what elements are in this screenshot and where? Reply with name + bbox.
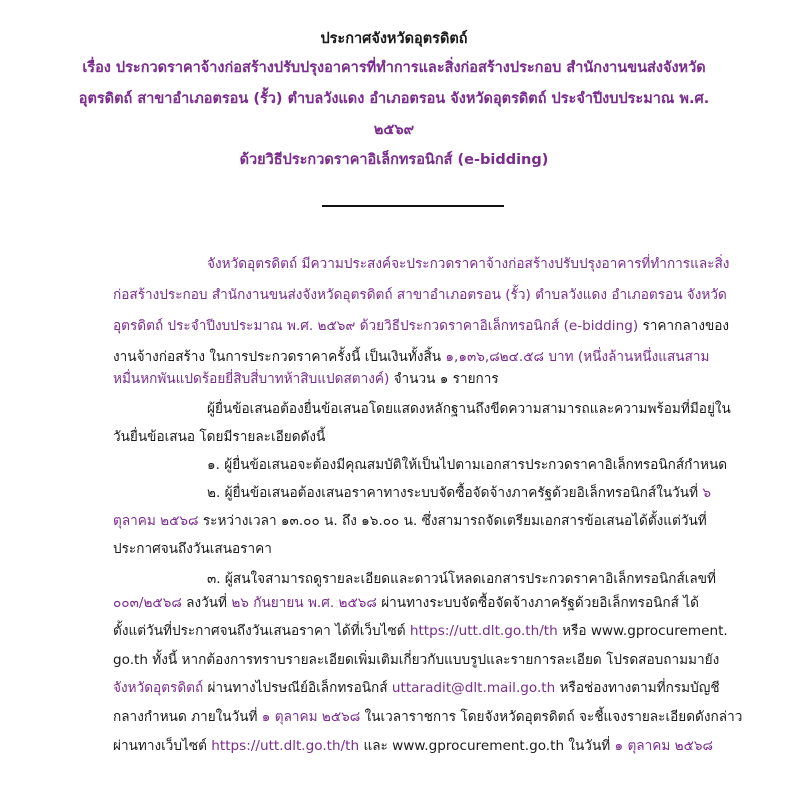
- list-item-3-line-3: ตั้งแต่วันที่ประกาศจนถึงวันเสนอราคา ได้ที่เว็บไซต์ https://utt.dlt.go.th/th หรือ www.gprocurement.: [113, 623, 728, 639]
- list-item-3-line-7: ผ่านทางเว็บไซต์ https://utt.dlt.go.th/th และ www.gprocurement.go.th ในวันที่ ๑ ตุลาคม ๒๕๖๘: [113, 738, 713, 754]
- paragraph-2-line-2: วันยื่นข้อเสนอ โดยมีรายละเอียดดังนี้: [113, 429, 326, 445]
- list-item-3-line-6: กลางกำหนด ภายในวันที่ ๑ ตุลาคม ๒๕๖๘ ในเวลาราชการ โดยจังหวัดอุตรดิตถ์ จะชี้แจงรายละเอียดดังกล่าว: [113, 709, 743, 725]
- paragraph-1-line-4: งานจ้างก่อสร้าง ในการประกวดราคาครั้งนี้ เป็นเงินทั้งสิ้น ๑,๑๓๖,๘๒๔.๕๘ บาท (หนึ่งล้านหนึ่งแสนสาม: [113, 349, 710, 365]
- paragraph-1-line-1: จังหวัดอุตรดิตถ์ มีความประสงค์จะประกวดราคาจ้างก่อสร้างปรับปรุงอาคารที่ทำการและสิ่ง: [207, 256, 730, 272]
- list-item-3-line-5: จังหวัดอุตรดิตถ์ ผ่านทางไปรษณีย์อิเล็กทรอนิกส์ uttaradit@dlt.mail.go.th หรือช่องทางตามที่กรมบัญชี: [113, 680, 720, 696]
- announcement-title: ประกาศจังหวัดอุตรดิตถ์: [320, 31, 468, 47]
- list-item-3-line-2: ๐๐๓/๒๕๖๘ ลงวันที่ ๒๖ กันยายน พ.ศ. ๒๕๖๘ ผ่านทางระบบจัดซื้อจัดจ้างภาครัฐด้วยอิเล็กทรอนิกส์ ได้: [113, 595, 699, 611]
- list-item-1: ๑. ผู้ยื่นข้อเสนอจะต้องมีคุณสมบัติให้เป็นไปตามเอกสารประกวดราคาอิเล็กทรอนิกส์กำหนด: [207, 457, 728, 473]
- website-link[interactable]: https://utt.dlt.go.th/th: [409, 623, 558, 639]
- email-link[interactable]: uttaradit@dlt.mail.go.th: [391, 680, 556, 696]
- paragraph-1-line-2: ก่อสร้างประกอบ สำนักงานขนส่งจังหวัดอุตรดิตถ์ สาขาอำเภอตรอน (รั้ว) ตำบลวังแดง อำเภอตรอน จังหวัด: [113, 287, 727, 303]
- list-item-2-line-3: ประกาศจนถึงวันเสนอราคา: [113, 541, 272, 557]
- paragraph-2-line-1: ผู้ยื่นข้อเสนอต้องยื่นข้อเสนอโดยแสดงหลักฐานถึงขีดความสามารถและความพร้อมที่มีอยู่ใน: [207, 401, 731, 417]
- list-item-3-line-1: ๓. ผู้สนใจสามารถดูรายละเอียดและดาวน์โหลดเอกสารประกวดราคาอิเล็กทรอนิกส์เลขที่: [207, 571, 717, 587]
- paragraph-1-line-5: หมื่นหกพันแปดร้อยยี่สิบสี่บาทห้าสิบแปดสตางค์) จำนวน ๑ รายการ: [113, 371, 499, 387]
- list-item-2-line-2: ตุลาคม ๒๕๖๘ ระหว่างเวลา ๑๓.๐๐ น. ถึง ๑๖.๐๐ น. ซึ่งสามารถจัดเตรียมเอกสารข้อเสนอได้ตั้งแต่วันที่: [113, 513, 707, 529]
- list-item-3-line-4: go.th ทั้งนี้ หากต้องการทราบรายละเอียดเพิ่มเติมเกี่ยวกับแบบรูปและรายการละเอียด โปรดสอบถามมายัง: [113, 652, 720, 668]
- subject-method: ด้วยวิธีประกวดราคาอิเล็กทรอนิกส์ (e-bidding): [239, 152, 549, 168]
- website-link-2[interactable]: https://utt.dlt.go.th/th: [211, 738, 360, 754]
- list-item-2-line-1: ๒. ผู้ยื่นข้อเสนอต้องเสนอราคาทางระบบจัดซื้อจัดจ้างภาครัฐด้วยอิเล็กทรอนิกส์ในวันที่ ๖: [207, 485, 711, 501]
- paragraph-1-line-3: อุตรดิตถ์ ประจำปีงบประมาณ พ.ศ. ๒๕๖๙ ด้วยวิธีประกวดราคาอิเล็กทรอนิกส์ (e-bidding) ราคากลางของ: [113, 318, 730, 334]
- heading-divider: [322, 205, 504, 207]
- subject-line-2: อุตรดิตถ์ สาขาอำเภอตรอน (รั้ว) ตำบลวังแดง อำเภอตรอน จังหวัดอุตรดิตถ์ ประจำปีงบประมาณ พ.ศ.: [78, 91, 710, 107]
- subject-line-1: เรื่อง ประกวดราคาจ้างก่อสร้างปรับปรุงอาคารที่ทำการและสิ่งก่อสร้างประกอบ สำนักงานขนส่งจังหวัด: [82, 60, 706, 76]
- subject-year: ๒๕๖๙: [373, 122, 415, 138]
